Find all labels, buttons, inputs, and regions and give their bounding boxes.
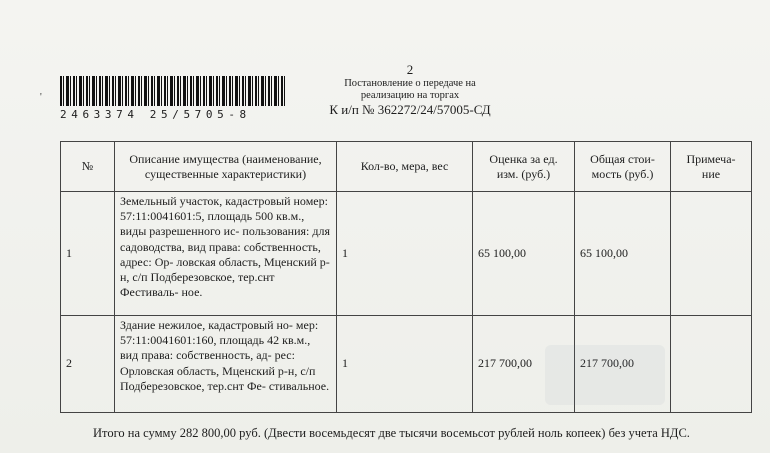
cell-total: 217 700,00 (575, 316, 671, 413)
document-header (300, 62, 520, 118)
cell-desc: Здание нежилое, кадастровый но- мер: 57:11:0041601:160, площадь 42 кв.м., вид права: собственность, ад- рес: Орловская область, Мценский р-н, с/п Подберезовское, тер.снт Фе- стивальное. (115, 316, 337, 413)
barcode-bars (60, 76, 285, 106)
cell-note (671, 316, 752, 413)
cell-qty: 1 (337, 316, 473, 413)
cell-note (671, 192, 752, 316)
barcode-block (60, 76, 285, 121)
cell-qty: 1 (337, 192, 473, 316)
table-header-row (61, 142, 752, 192)
page-number: 2 (406, 62, 414, 77)
col-header-desc: Описание имущества (наименование, существенные характеристики) (115, 142, 337, 192)
table-row (61, 192, 752, 316)
side-mark: ' (40, 92, 42, 103)
header-line-1: Постановление о передаче на (344, 78, 476, 89)
cell-total: 65 100,00 (575, 192, 671, 316)
barcode-number: 2463374 25/5705-8 (60, 108, 251, 121)
col-header-num: № (61, 142, 115, 192)
col-header-total: Общая стои- мость (руб.) (575, 142, 671, 192)
cell-price: 65 100,00 (473, 192, 575, 316)
faded-stamp (545, 345, 665, 405)
cell-price: 217 700,00 (473, 316, 575, 413)
col-header-note: Примеча- ние (671, 142, 752, 192)
cell-desc: Земельный участок, кадастровый номер: 57:11:0041601:5, площадь 500 кв.м., виды разрешенного ис- пользования: для садоводства, вид права: собственность, адрес: Ор- ловская область, Мценский р-н, с/п Подберезовское, тер.снт Фестиваль- ное. (115, 192, 337, 316)
cell-num: 1 (61, 192, 115, 316)
cell-num: 2 (61, 316, 115, 413)
case-number: К и/п № 362272/24/57005-СД (329, 102, 491, 117)
col-header-price: Оценка за ед. изм. (руб.) (473, 142, 575, 192)
header-line-2: реализацию на торгах (360, 90, 460, 101)
total-summary: Итого на сумму 282 800,00 руб. (Двести восемьдесят две тысячи восемьсот рублей ноль копеек) без учета НДС. (93, 426, 690, 440)
col-header-qty: Кол-во, мера, вес (337, 142, 473, 192)
